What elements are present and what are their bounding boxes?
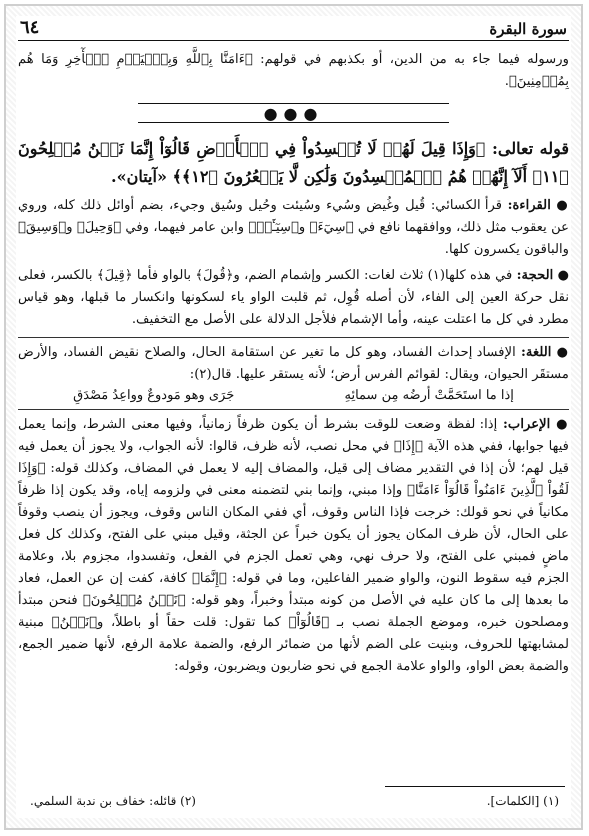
footnotes-area (24, 786, 565, 808)
section-text: في هذه كلها(١) ثلاث لغات: الكسر وإشمام الضم، و﴿قُولَ﴾ بالواو فأما ﴿قِيلَ﴾ بالكسر، فعلى نقل حركة العين إلى الفاء، لأن أصله قُوِل، ثم قلبت الواو ياء لسكونها وانكسار ما قبلها، وهو قياس مطرد في كل ما اعتلت عينه، وأما الإشمام فلأجل الدلالة على الأصل مع التخفيف. (18, 268, 569, 327)
section-text: إذا: لفظة وضعت للوقت بشرط أن يكون ظرفاً زمانياً، وفيها معنى الشرط، وإنما يعمل فيها جوابها، ففي هذه الآية ﴿إِذَا﴾ في محل نصب، لأنه ظرف، قالوا: لأنه الجواب، ولا يجوز أن يعمل فيه قيل لهم؛ لأن إذا في التقدير مضاف إلى قيل، والمضاف إليه لا يعمل في المضاف، وكذلك قوله: ﴿وَإِذَا لَقُواْ ٱلَّذِينَ ءَامَنُواْ قَالُوٓاْ ءَامَنَّا﴾ وإذا مبني، وإنما بني لتضمنه معنى في ولزومه إياه، وقد يكون إذا ظرفاً مكانياً في نحو قولك: خرجت فإذا الناس وقوف، أي ففي المكان الناس وقوف، ويجوز أن ينصب وقوفاً على الحال، لأن ظرف المكان يجوز أن يكون خبراً عن الجثة، وقيل مبني على الفتح، وكذلك كل فعل ماضٍ فمبني على الفتح، ولا حرف نهي، وهي تعمل الجزم في الفعل، وتفسدوا، مجزوم بلا، وعلامة الجزم فيه سقوط النون، والواو ضمير الفاعلين، وما في قوله: ﴿إِنَّمَا﴾ كافة، كفت إن عن العمل، فعاد ما بعدها إلى ما كان عليه في الأصل من كونه مبتدأ وخبراً، وهو قوله: ﴿نَحۡنُ مُصۡلِحُونَ﴾ فنحن مبتدأ ومصلحون خبره، وموضع الجملة نصب بـ ﴿قَالُوٓاْ﴾ كما تقول: قلت حقاً أو باطلاً، و﴿نَحۡنُ﴾ مبنية لمشابهتها للحروف، وبنيت على الضم لأنها من ضمائر الرفع، والضمة علامة الرفع، لأنها ضمير الجمع، والضمة بعض الواو، والواو علامة الجمع في نحو ضاربون ويضربون، وقوله: (18, 417, 569, 674)
poem-verse (18, 388, 569, 403)
divider-line (18, 409, 569, 410)
section-lughah (18, 342, 569, 386)
section-title: القراءة: (507, 198, 551, 213)
section-irab (18, 414, 569, 678)
section-hujjah (18, 265, 569, 331)
section-title: الحجة: (516, 268, 554, 283)
surah-title: سورة البقرة (489, 20, 567, 38)
intro-paragraph: ورسوله فيما جاء به من الدين، أو بكذبهم في قولهم: ﴿ءَامَنَّا بِٱللَّهِ وَبِٱلۡيَوۡمِ ٱلۡأٓخِرِ وَمَا هُم بِمُؤۡمِنِينَ﴾. (18, 52, 569, 89)
section-title: الإعراب: (503, 417, 551, 432)
footnote-1: (١) [الكلمات]. (486, 794, 559, 808)
verse-label: قوله تعالى: (491, 139, 570, 158)
section-text: الإفساد إحداث الفساد، وهو كل ما تغير عن استقامة الحال، والصلاح نقيض الفساد، والأرض مستقَر الحيوان، ويقال: لقوائم الفرس أرض؛ لأنه يستقر عليها. قال(٢): (18, 345, 569, 382)
page-number: ٦٤ (20, 17, 40, 38)
separator-dots: ●●● (263, 103, 324, 123)
verse-paragraph (18, 135, 569, 191)
footnote-2: (٢) قائله: خفاف بن ندبة السلمي. (30, 794, 196, 808)
bullet-icon: ● (557, 268, 569, 283)
section-qiraah (18, 195, 569, 261)
footnotes-row (24, 786, 565, 808)
bullet-icon: ● (556, 417, 569, 432)
divider-line (18, 337, 569, 338)
book-page (18, 12, 569, 678)
section-separator (138, 103, 449, 123)
bullet-icon: ● (556, 345, 569, 360)
footnote-rule (385, 786, 565, 787)
verse-text: ﴿وَإِذَا قِيلَ لَهُمۡ لَا تُفۡسِدُواْ فِي ٱلۡأَرۡضِ قَالُوٓاْ إِنَّمَا نَحۡنُ مُصۡلِحُونَ ﴿١١﴾ أَلَآ إِنَّهُمۡ هُمُ ٱلۡمُفۡسِدُونَ وَلَٰكِن لَّا يَشۡعُرُونَ ﴿١٢﴾﴾ «آيتان». (18, 139, 569, 186)
poem-first-half: إذا ما استَحَمَّتْ أرضُه مِن سمائِهِ (344, 388, 514, 403)
section-title: اللغة: (521, 345, 552, 360)
poem-second-half: جَرَى وهو مَودوعٌ وواعِدُ مَصْدَقِ (73, 388, 235, 403)
bullet-icon: ● (556, 198, 569, 213)
page-header (18, 12, 569, 41)
section-text: قرأ الكسائي: قُيل وغُيض وسُيء وسُيئت وحُيل وسُيق وجيء، بضم أوائل ذلك كله، وروي عن يعقوب مثل ذلك، ووافقهما نافع في ﴿سِيٓءَ﴾ و﴿سِيٓـَٔتۡ﴾ وابن عامر فيهما، وفي ﴿وَحِيلَ﴾ و﴿وَسِيقَ﴾ والباقون يكسرون كلها. (18, 198, 569, 257)
